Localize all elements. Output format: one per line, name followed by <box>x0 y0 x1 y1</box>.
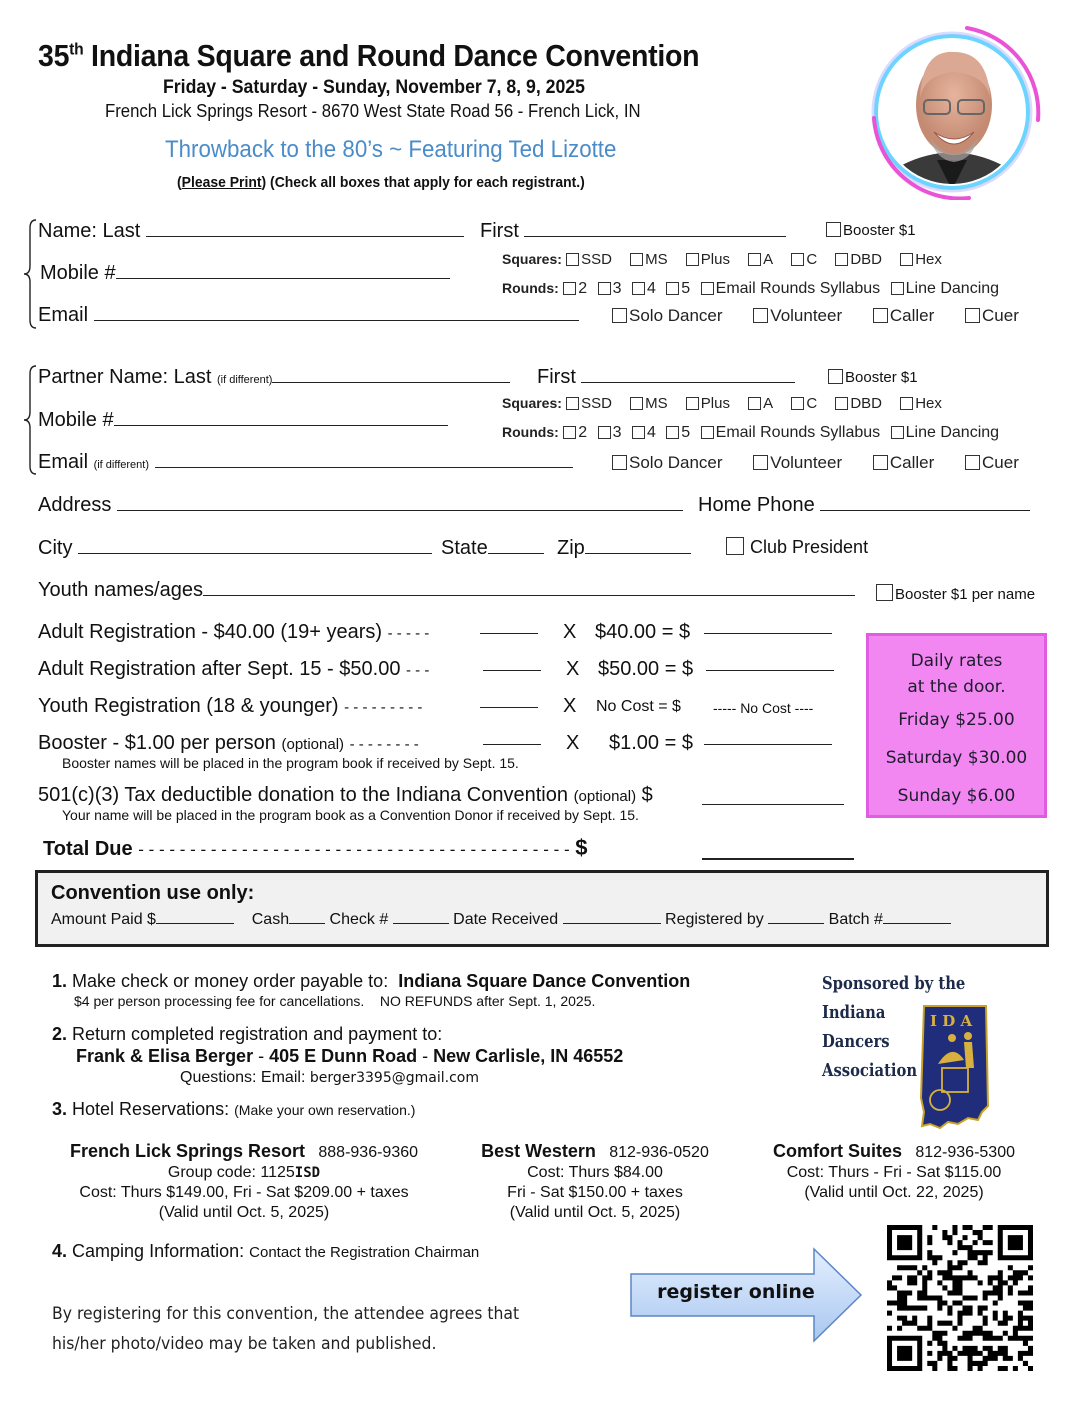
fee-row-label: Youth Registration (18 & younger) - - - - - - - - - <box>38 695 423 717</box>
partner-first-name-field[interactable] <box>537 366 795 389</box>
fee-multiply: X <box>563 695 577 717</box>
title-number: 35 <box>38 38 70 73</box>
partner-booster-checkbox[interactable] <box>828 369 918 386</box>
booster-note: Booster names will be placed in the program book if received by Sept. 15. <box>62 755 519 771</box>
square-option[interactable]: DBD <box>835 251 882 268</box>
checkbox-icon[interactable] <box>965 308 980 323</box>
fee-amount[interactable] <box>704 732 832 750</box>
event-dates: Friday - Saturday - Sunday, November 7, 8, 9, 2025 <box>163 77 585 98</box>
daily-rate-sunday: Sunday $6.00 <box>897 786 1016 806</box>
square-option[interactable]: Hex <box>900 395 942 412</box>
checkbox-icon[interactable] <box>566 397 579 410</box>
daily-rate-friday: Friday $25.00 <box>898 710 1015 730</box>
fee-multiply: X <box>566 732 580 754</box>
partner-first-label: First <box>537 366 576 388</box>
fee-rate: $1.00 = $ <box>609 732 693 754</box>
qr-code-icon[interactable] <box>887 1225 1033 1371</box>
square-option[interactable]: A <box>748 251 773 268</box>
partner-squares-options <box>502 395 956 412</box>
checkbox-icon[interactable] <box>753 308 768 323</box>
last-name-label: Name: Last <box>38 220 141 242</box>
email-label: Email <box>38 304 89 326</box>
square-option[interactable]: Plus <box>686 395 730 412</box>
fee-row-label: Adult Registration - $40.00 (19+ years) - - - - - <box>38 621 430 643</box>
partner-role-options <box>612 453 1019 473</box>
round-option[interactable]: 3 <box>598 280 622 297</box>
total-dollar: $ <box>575 835 588 860</box>
club-president-label: Club President <box>750 537 869 557</box>
checkbox-icon[interactable] <box>686 397 699 410</box>
convention-use-box <box>35 870 1049 947</box>
role-option[interactable]: Volunteer <box>753 306 842 325</box>
hotel-name: French Lick Springs Resort <box>69 1141 306 1161</box>
checkbox-icon[interactable] <box>666 282 679 295</box>
fee-multiply: X <box>563 621 577 643</box>
daily-rates-line1: Daily rates <box>910 651 1003 671</box>
square-option[interactable]: DBD <box>835 395 882 412</box>
event-theme: Throwback to the 80’s ~ Featuring Ted Lizotte <box>165 136 617 163</box>
square-option[interactable]: MS <box>630 395 668 412</box>
round-option[interactable]: Line Dancing <box>891 280 999 297</box>
daily-rate-saturday: Saturday $30.00 <box>885 748 1028 768</box>
checkbox-icon[interactable] <box>835 253 848 266</box>
fee-amount[interactable] <box>704 621 832 639</box>
youth-booster-checkbox[interactable] <box>876 584 1035 603</box>
checkbox-icon[interactable] <box>873 455 888 470</box>
convention-use-title: Convention use only: <box>51 882 255 904</box>
checkbox-icon[interactable] <box>630 397 643 410</box>
role-option[interactable]: Cuer <box>965 306 1019 325</box>
address-label: Address <box>38 494 112 516</box>
partner-if-different: (if different) <box>216 374 273 386</box>
group-code-suffix: ISD <box>294 1165 321 1181</box>
mobile-label: Mobile # <box>40 262 116 284</box>
hotel-phone: 812-936-0520 <box>609 1144 709 1161</box>
checkbox-icon[interactable] <box>612 308 627 323</box>
checkbox-icon[interactable] <box>632 426 645 439</box>
fee-quantity[interactable] <box>483 658 541 676</box>
mailing-address: Frank & Elisa Berger - 405 E Dunn Road - New Carlisle, IN 46552 <box>76 1046 624 1066</box>
square-option[interactable]: C <box>791 251 817 268</box>
squares-label: Squares: <box>502 251 562 267</box>
checkbox-icon[interactable] <box>876 584 893 601</box>
zip-field[interactable] <box>557 537 691 560</box>
round-option[interactable]: 2 <box>563 424 587 441</box>
rounds-label: Rounds: <box>502 280 559 296</box>
partner-mobile-label: Mobile # <box>38 409 114 431</box>
hotel-phone: 812-936-5300 <box>915 1144 1015 1161</box>
register-online-label: register online <box>657 1281 815 1303</box>
round-option[interactable]: 4 <box>632 280 656 297</box>
fee-amount-no-cost: ----- No Cost ---- <box>713 700 814 716</box>
checkbox-icon[interactable] <box>891 426 904 439</box>
ida-logo-letters: I D A <box>930 1012 973 1030</box>
partner-email-field[interactable] <box>38 451 573 474</box>
rounds-options <box>502 280 999 298</box>
role-option[interactable]: Solo Dancer <box>612 306 723 325</box>
youth-label: Youth names/ages <box>38 579 203 601</box>
total-dashes: - - - - - - - - - - - - - - - - - - - - - - - - - - - - - - - - - - - - - - - - - - <box>138 840 570 859</box>
hotel-best-western: Best Western 812-936-0520 Cost: Thurs $84.00 Fri - Sat $150.00 + taxes (Valid until Oct. 5, 2025) <box>481 1141 709 1221</box>
squares-label: Squares: <box>502 395 562 411</box>
checkbox-icon[interactable] <box>900 397 913 410</box>
checkbox-icon[interactable] <box>632 282 645 295</box>
checkbox-icon[interactable] <box>891 282 904 295</box>
donation-optional: (optional) <box>573 788 637 805</box>
partner-rounds-options <box>502 424 999 442</box>
checkbox-icon[interactable] <box>873 308 888 323</box>
amount-paid-label: Amount Paid $ <box>51 911 156 928</box>
round-option[interactable]: 3 <box>598 424 622 441</box>
checkbox-icon[interactable] <box>701 282 714 295</box>
partner-email-label: Email <box>38 451 89 473</box>
print-instructions: (Please Print) (Check all boxes that apply for each registrant.) <box>177 174 585 191</box>
checkbox-icon[interactable] <box>563 282 576 295</box>
donation-dollar: $ <box>641 784 653 806</box>
daily-rates-box <box>866 633 1047 818</box>
checkbox-icon[interactable] <box>748 253 761 266</box>
step-1: 1. Make check or money order payable to: Indiana Square Dance Convention <box>52 971 691 991</box>
fee-quantity[interactable] <box>480 695 538 713</box>
home-phone-field[interactable] <box>698 494 1030 517</box>
checkbox-icon[interactable] <box>598 426 611 439</box>
checkbox-icon[interactable] <box>748 397 761 410</box>
club-president-checkbox[interactable] <box>726 537 868 558</box>
square-option[interactable]: A <box>748 395 773 412</box>
role-option[interactable]: Cuer <box>965 453 1019 472</box>
donation-note: Your name will be placed in the program book as a Convention Donor if received by Sept. 15. <box>62 807 639 823</box>
step-2: 2. Return completed registration and payment to: <box>52 1024 443 1044</box>
qr-modules <box>887 1225 1033 1371</box>
fee-quantity[interactable] <box>480 621 538 639</box>
hotel-phone: 888-936-9360 <box>318 1144 419 1161</box>
square-option[interactable]: Plus <box>686 251 730 268</box>
round-option[interactable]: 5 <box>666 424 690 441</box>
state-label: State <box>441 537 488 559</box>
convention-use-fields <box>51 911 951 929</box>
square-option[interactable]: SSD <box>566 395 612 412</box>
checkbox-icon[interactable] <box>726 537 744 555</box>
checkbox-icon[interactable] <box>828 369 843 384</box>
batch-label: Batch # <box>828 911 883 928</box>
fee-rate: $40.00 = $ <box>595 621 691 643</box>
partner-mobile-field[interactable] <box>38 409 448 432</box>
home-phone-label: Home Phone <box>698 494 815 516</box>
partner-brace-icon <box>22 364 38 476</box>
round-option[interactable]: 2 <box>563 280 587 297</box>
square-option[interactable]: MS <box>630 251 668 268</box>
checkbox-icon[interactable] <box>666 426 679 439</box>
donation-amount[interactable] <box>702 784 844 810</box>
checkbox-icon[interactable] <box>835 397 848 410</box>
event-location: French Lick Springs Resort - 8670 West State Road 56 - French Lick, IN <box>105 101 641 121</box>
checkbox-icon[interactable] <box>900 253 913 266</box>
title-text: Indiana Square and Round Dance Convention <box>91 38 700 73</box>
donation-label: 501(c)(3) Tax deductible donation to the Indiana Convention <box>38 784 568 806</box>
checkbox-icon[interactable] <box>791 397 804 410</box>
fee-multiply: X <box>566 658 580 680</box>
page-title <box>38 38 699 74</box>
questions-email: Questions: Email: berger3395@gmail.com <box>180 1069 479 1086</box>
total-due-amount[interactable] <box>702 838 854 865</box>
youth-names-field[interactable] <box>38 579 855 602</box>
partner-last-label: Partner Name: Last <box>38 366 212 388</box>
checkbox-icon[interactable] <box>563 426 576 439</box>
step-4: 4. Camping Information: Contact the Registration Chairman <box>52 1241 480 1261</box>
checkbox-icon[interactable] <box>630 253 643 266</box>
round-option[interactable]: Email Rounds Syllabus <box>701 424 881 441</box>
role-option[interactable]: Caller <box>873 453 934 472</box>
role-option[interactable]: Volunteer <box>753 453 842 472</box>
squares-options <box>502 251 956 268</box>
fee-row-label: Adult Registration after Sept. 15 - $50.00 - - - <box>38 658 430 680</box>
sponsor-text: Sponsored by the Indiana Dancers Association <box>822 973 966 1081</box>
register-online-button[interactable] <box>628 1246 864 1344</box>
donation-row <box>38 784 653 807</box>
mobile-field[interactable] <box>40 262 450 285</box>
daily-rates-line2: at the door. <box>907 677 1006 697</box>
hotel-name: Comfort Suites <box>773 1141 903 1161</box>
round-option[interactable]: 5 <box>666 280 690 297</box>
booster-checkbox[interactable] <box>826 222 916 239</box>
payee: Indiana Square Dance Convention <box>398 971 691 991</box>
youth-booster-label: Booster $1 per name <box>895 586 1036 603</box>
title-ordinal: th <box>69 39 84 59</box>
round-option[interactable]: Email Rounds Syllabus <box>701 280 881 297</box>
round-option[interactable]: Line Dancing <box>891 424 999 441</box>
last-name-field[interactable] <box>38 220 464 243</box>
square-option[interactable]: Hex <box>900 251 942 268</box>
email-field[interactable] <box>38 304 579 327</box>
fee-rate: $50.00 = $ <box>598 658 694 680</box>
checkbox-icon[interactable] <box>753 455 768 470</box>
fee-amount[interactable] <box>706 658 834 676</box>
please-print: Please Print <box>181 174 262 191</box>
role-option[interactable]: Solo Dancer <box>612 453 723 472</box>
fee-row-label: Booster - $1.00 per person (optional) - - - - - - - - <box>38 732 419 754</box>
city-field[interactable] <box>38 537 432 560</box>
partner-email-if-different: (if different) <box>93 459 150 471</box>
square-option[interactable]: C <box>791 395 817 412</box>
city-label: City <box>38 537 73 559</box>
fee-quantity[interactable] <box>483 732 541 750</box>
checkbox-icon[interactable] <box>791 253 804 266</box>
hotel-comfort-suites: Comfort Suites 812-936-5300 Cost: Thurs - Fri - Sat $115.00 (Valid until Oct. 22, 2025) <box>773 1141 1015 1201</box>
date-received-label: Date Received <box>453 911 559 928</box>
photo-consent: By registering for this convention, the attendee agrees that his/her photo/video may be taken and published. <box>52 1304 520 1354</box>
partner-last-name-field[interactable] <box>38 366 510 389</box>
checkbox-icon[interactable] <box>965 455 980 470</box>
role-option[interactable]: Caller <box>873 306 934 325</box>
hotel-name: Best Western <box>481 1141 596 1161</box>
ida-indiana-logo-icon <box>918 1002 992 1130</box>
checkbox-icon[interactable] <box>701 426 714 439</box>
checkbox-icon[interactable] <box>686 253 699 266</box>
partner-booster-label: Booster $1 <box>845 369 918 386</box>
square-option[interactable]: SSD <box>566 251 612 268</box>
registered-by-label: Registered by <box>665 911 764 928</box>
cash-label: Cash <box>251 911 290 928</box>
hotel-french-lick: French Lick Springs Resort 888-936-9360 Group code: 1125ISD Cost: Thurs $149.00, Fri - Sat $209.00 + taxes (Valid until Oct. 5, 2025) <box>69 1141 419 1221</box>
state-field[interactable] <box>441 537 544 560</box>
round-option[interactable]: 4 <box>632 424 656 441</box>
registrant-brace-icon <box>22 218 38 330</box>
step-3: 3. Hotel Reservations: (Make your own reservation.) <box>52 1099 416 1119</box>
checkbox-icon[interactable] <box>826 222 841 237</box>
checkbox-icon[interactable] <box>612 455 627 470</box>
rounds-label: Rounds: <box>502 424 559 440</box>
fee-rate: No Cost = $ <box>596 698 681 715</box>
role-options <box>612 306 1019 326</box>
first-name-label: First <box>480 220 519 242</box>
featured-caller-photo <box>862 20 1042 200</box>
check-instructions: (Check all boxes that apply for each registrant.) <box>270 174 585 191</box>
contact-email-link[interactable]: berger3395@gmail.com <box>309 1070 479 1086</box>
photo-neon-frame-icon <box>862 20 1042 200</box>
total-due-row <box>43 835 587 861</box>
booster-label: Booster $1 <box>843 222 916 239</box>
checkbox-icon[interactable] <box>566 253 579 266</box>
total-due-label: Total Due <box>43 838 133 860</box>
cancellation-note: $4 per person processing fee for cancellations. NO REFUNDS after Sept. 1, 2025. <box>74 993 596 1009</box>
checkbox-icon[interactable] <box>598 282 611 295</box>
zip-label: Zip <box>557 537 585 559</box>
check-label: Check # <box>329 911 389 928</box>
first-name-field[interactable] <box>480 220 786 243</box>
address-field[interactable] <box>38 494 683 517</box>
